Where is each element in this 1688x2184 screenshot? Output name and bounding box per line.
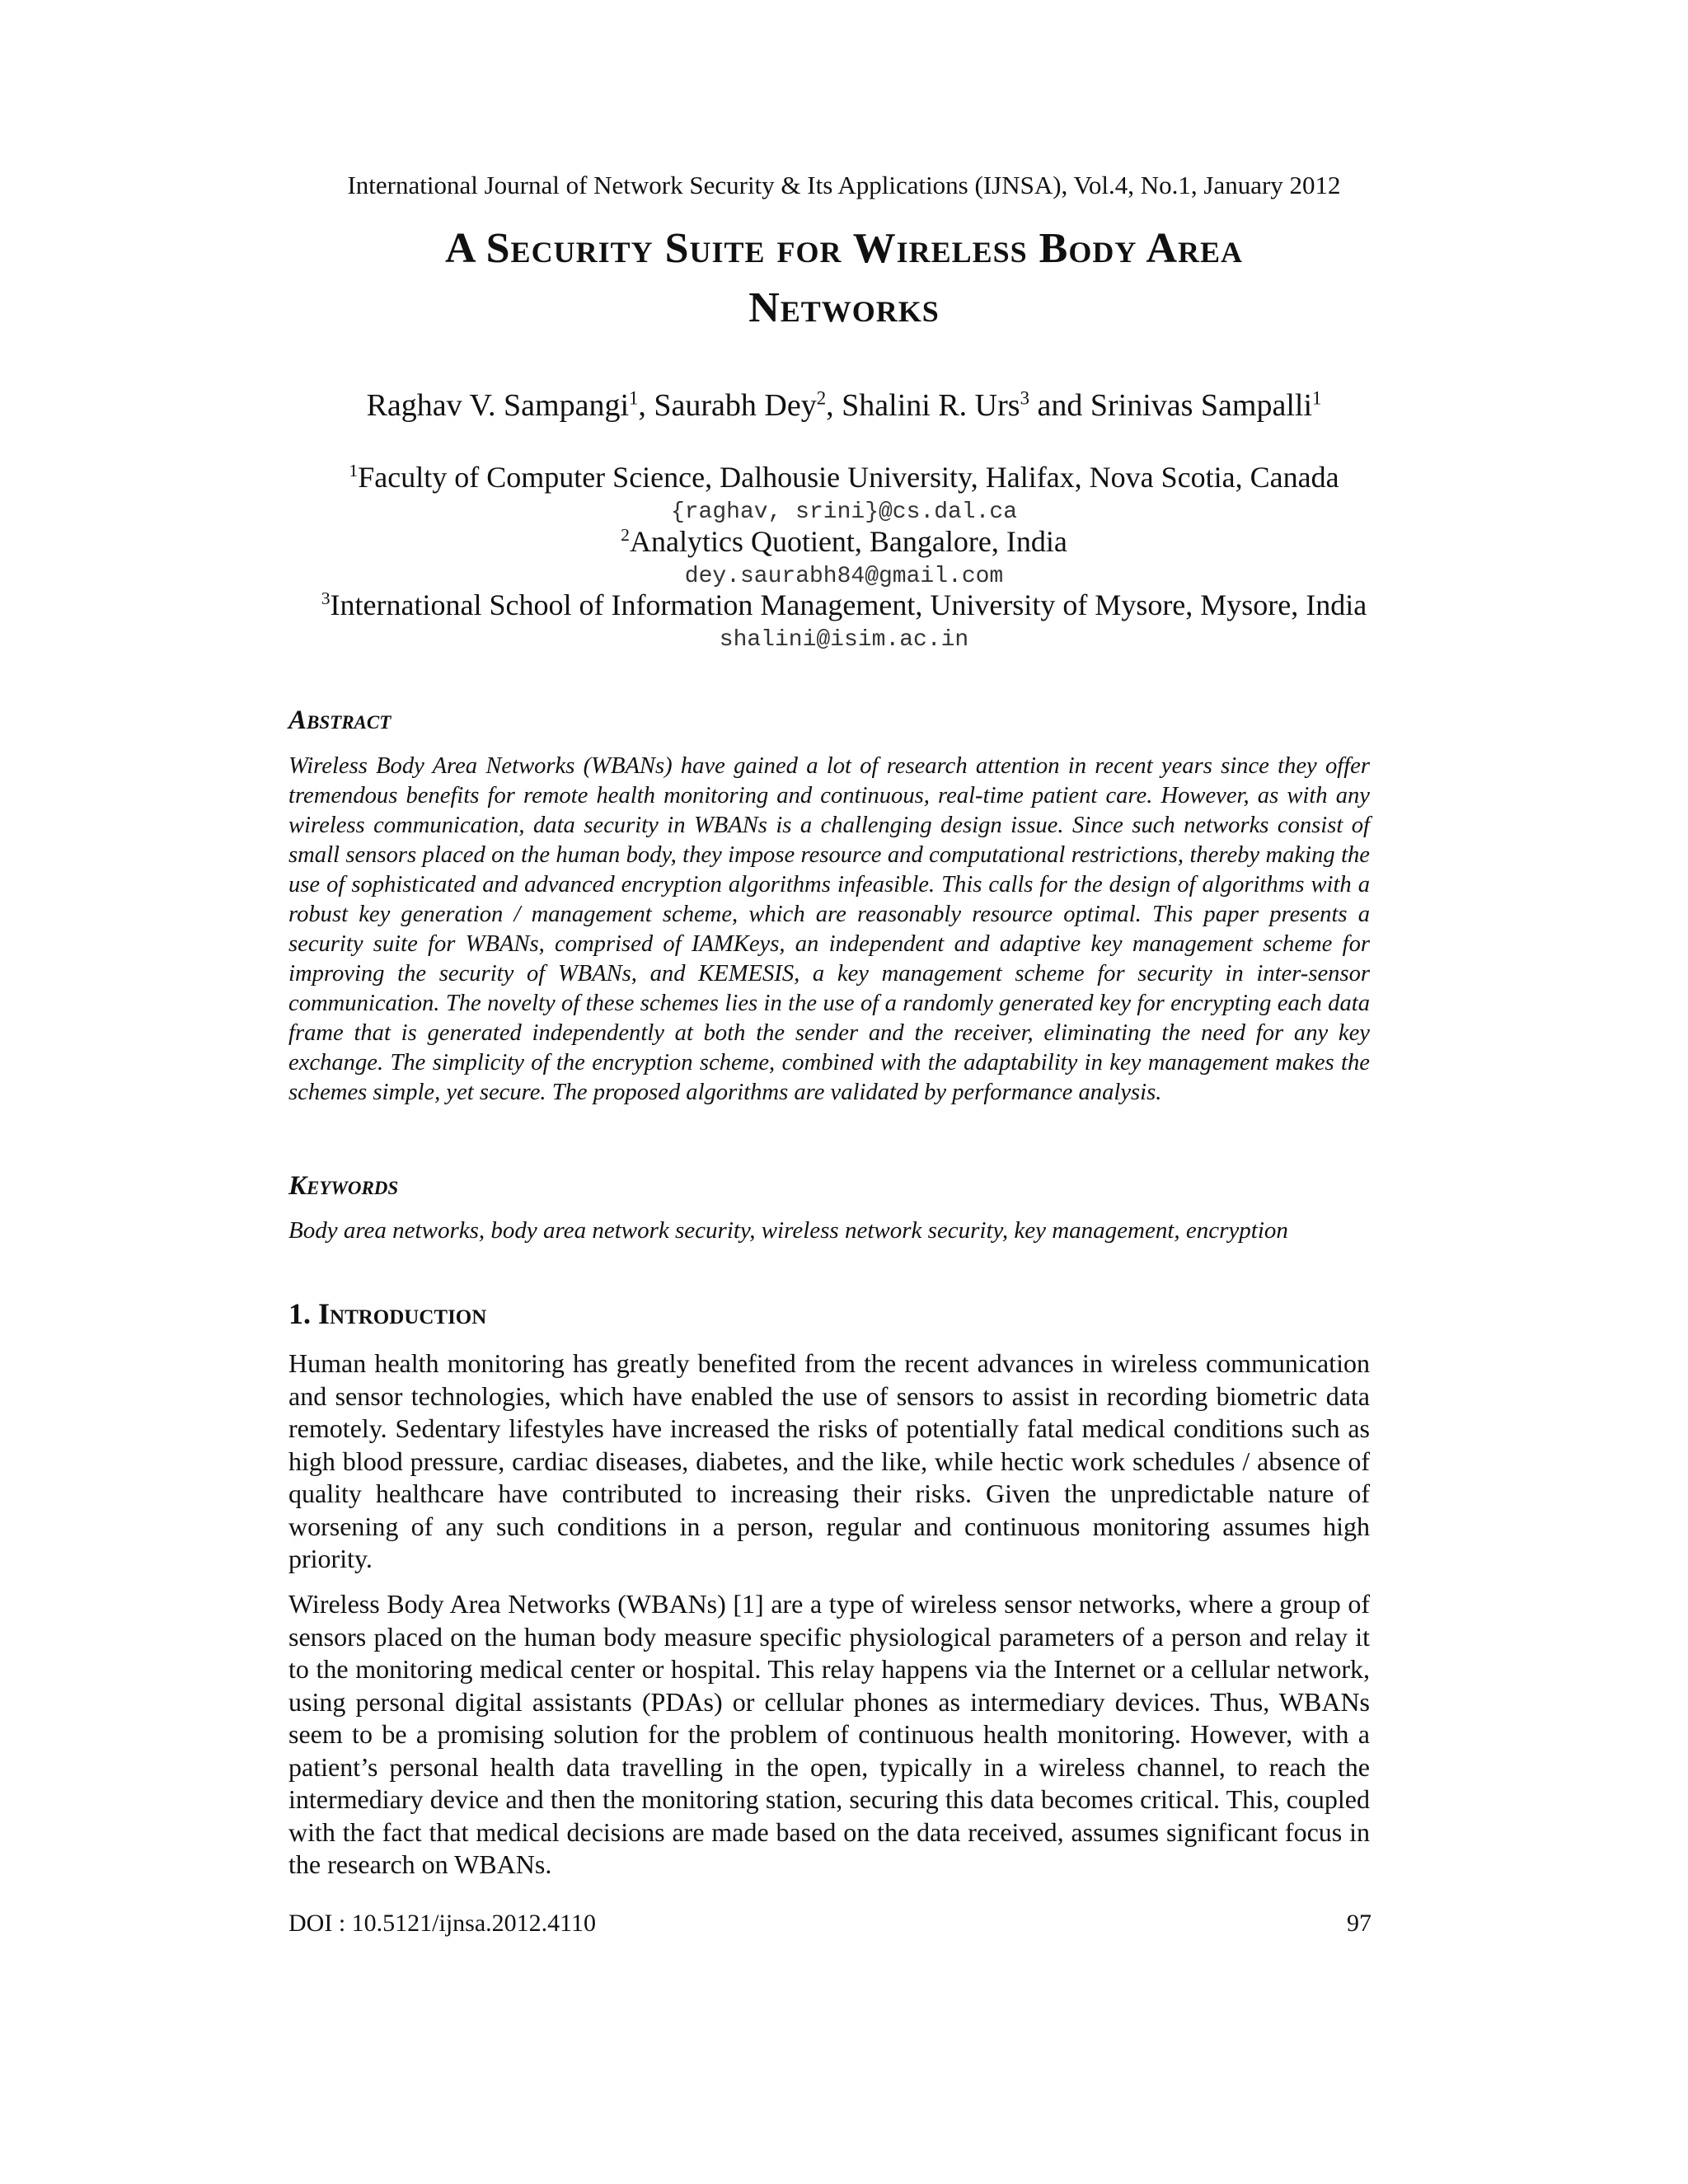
title-line-1: A Security Suite for Wireless Body Area xyxy=(444,225,1244,272)
affiliation-3-email: shalini@isim.ac.in xyxy=(719,627,969,653)
paper-title xyxy=(165,219,1523,338)
keywords-heading: Keywords xyxy=(288,1171,399,1201)
affiliation-text: Analytics Quotient, Bangalore, India xyxy=(629,525,1067,558)
affiliation-2 xyxy=(0,524,1688,559)
abstract-text: Wireless Body Area Networks (WBANs) have gained a lot of research attention in recent years since they offer tremendous benefits for remote health monitoring and continuous, real-time patient care. However, as with any wireless communication, data security in WBANs is a challenging design issue. Since such networks consist of small sensors placed on the human body, they impose resource and computational restrictions, thereby making the use of sophisticated and advanced encryption algorithms infeasible. This calls for the design of algorithms with a robust key generation / management scheme, which are reasonably resource optimal. This paper presents a security suite for WBANs, comprised of IAMKeys, an independent and adaptive key management scheme for improving the security of WBANs, and KEMESIS, a key management scheme for security in inter-sensor communication. The novelty of these schemes lies in the use of a randomly generated key for encrypting each data frame that is generated independently at both the sender and the receiver, eliminating the need for any key exchange. The simplicity of the encryption scheme, combined with the adaptability in key management makes the schemes simple, yet secure. The proposed algorithms are validated by performance analysis. xyxy=(288,753,1370,1105)
affiliation-1-email: {raghav, srini}@cs.dal.ca xyxy=(670,499,1018,525)
author-separator: , xyxy=(826,388,842,423)
affiliation-3 xyxy=(0,588,1688,622)
author-name: Raghav V. Sampangi xyxy=(366,388,629,423)
introduction-paragraph-1: Human health monitoring has greatly benefited from the recent advances in wireless communication and sensor technologies, which have enabled the use of sensors to assist in recording biometric data remotely. Sedentary lifestyles have increased the risks of potentially fatal medical conditions such as high blood pressure, cardiac diseases, diabetes, and the like, while hectic work schedules / absence of quality healthcare have contributed to increasing their risks. Given the unpredictable nature of worsening of any such conditions in a person, regular and continuous monitoring assumes high priority. xyxy=(288,1348,1370,1573)
author-name: Saurabh Dey xyxy=(654,388,817,423)
affiliation-text: Faculty of Computer Science, Dalhousie University, Halifax, Nova Scotia, Canada xyxy=(358,461,1339,494)
affiliation-1 xyxy=(0,460,1688,494)
author-name: Shalini R. Urs xyxy=(842,388,1020,423)
running-head: International Journal of Network Security & Its Applications (IJNSA), Vol.4, No.1, January 2012 xyxy=(347,171,1341,199)
page-number: 97 xyxy=(1347,1910,1372,1937)
author-list xyxy=(0,387,1688,424)
affiliation-text: International School of Information Management, University of Mysore, Mysore, India xyxy=(330,588,1367,621)
author-separator: and xyxy=(1029,388,1090,423)
introduction-paragraph-2: Wireless Body Area Networks (WBANs) [1] are a type of wireless sensor networks, where a group of sensors placed on the human body measure specific physiological parameters of a person and relay it to the monitoring medical center or hospital. This relay happens via the Internet or a cellular network, using personal digital assistants (PDAs) or cellular phones as intermediary devices. Thus, WBANs seem to be a promising solution for the problem of continuous health monitoring. However, with a patient’s personal health data travelling in the open, typically in a wireless channel, to reach the intermediary device and then the monitoring station, securing this data becomes critical. This, coupled with the fact that medical decisions are made based on the data received, assumes significant focus in the research on WBANs. xyxy=(288,1589,1370,1879)
affiliation-mark: 3 xyxy=(321,588,331,608)
author-affiliation-mark: 1 xyxy=(629,387,639,409)
abstract-heading: Abstract xyxy=(288,705,392,735)
author-affiliation-mark: 1 xyxy=(1312,387,1322,409)
author-name: Srinivas Sampalli xyxy=(1090,388,1312,423)
title-line-2: Networks xyxy=(748,284,940,331)
doi-footer: DOI : 10.5121/ijnsa.2012.4110 xyxy=(288,1910,597,1937)
keywords-text: Body area networks, body area network security, wireless network security, key management, encryption xyxy=(288,1217,1288,1244)
introduction-heading: 1. Introduction xyxy=(288,1297,487,1330)
author-separator: , xyxy=(638,388,654,423)
affiliation-2-email: dey.saurabh84@gmail.com xyxy=(684,564,1004,589)
affiliation-mark: 2 xyxy=(621,525,630,545)
affiliation-mark: 1 xyxy=(349,461,359,480)
author-affiliation-mark: 2 xyxy=(816,387,827,409)
author-affiliation-mark: 3 xyxy=(1020,387,1029,409)
